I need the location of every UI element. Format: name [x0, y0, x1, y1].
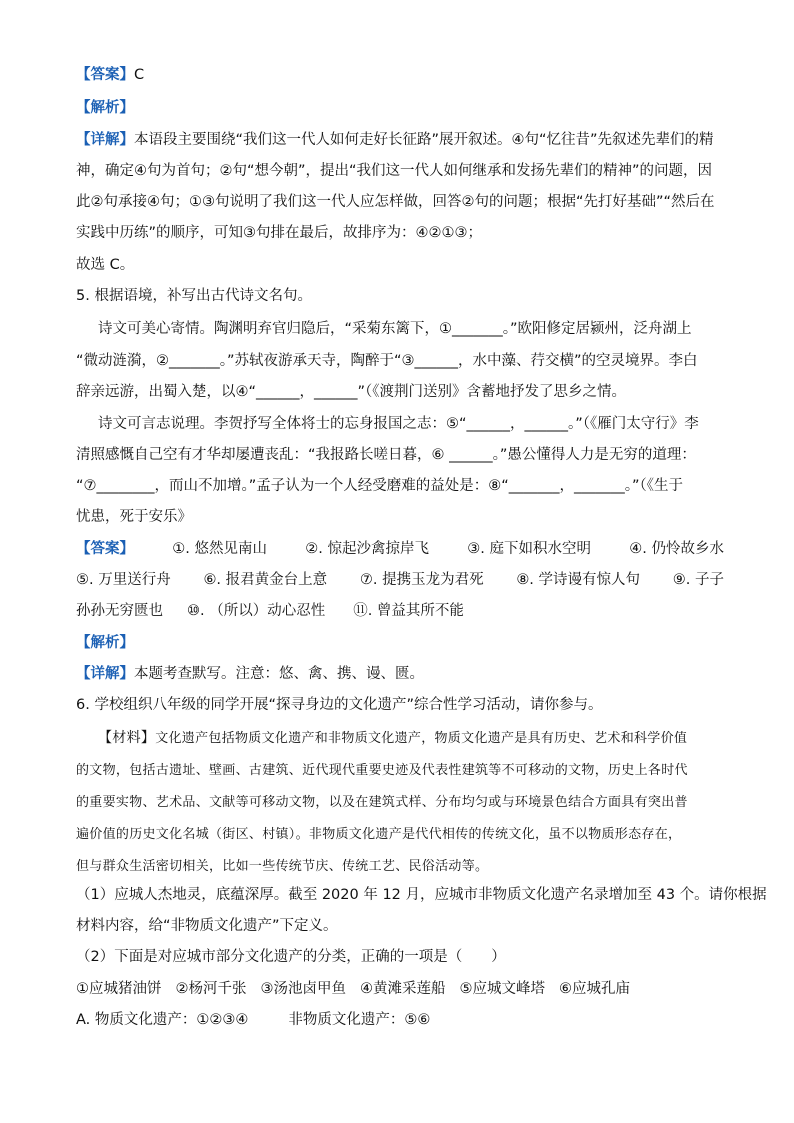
answer-item: ⑦. 提携玉龙为君死	[359, 572, 484, 588]
q5-analysis-label	[76, 632, 734, 654]
detail-label: 【详解】	[76, 666, 134, 682]
answer-item: ③. 庭下如积水空明	[467, 541, 591, 557]
q5-para2-line-2: 清照感慨自己空有才华却屡遭丧乱：“我报路长嗟日暮，⑥ ______。”愚公懂得人力是无穷的道理：	[76, 447, 696, 463]
q4-detail-line-2: 神，确定④句为首句；②句“想今朝”，提出“我们这一代人如何继承和发扬先辈们的精神”的问题，因	[76, 163, 713, 179]
list-item: ①应城猪油饼	[76, 981, 162, 997]
analysis-label: 【解析】	[76, 635, 134, 651]
detail-text: 本题考查默写。注意：悠、禽、携、谩、匮。	[134, 666, 424, 682]
answer-label: 【答案】	[76, 67, 134, 83]
q5-para2-line-1: 诗文可言志说理。李贺抒写全体将士的忘身报国之志：⑤“______，______。”（《雁门太守行》李	[98, 416, 699, 432]
answer-value: C	[134, 67, 145, 83]
answer-item: ⑨. 子子	[672, 572, 724, 588]
q5-detail-line	[76, 663, 734, 685]
q6-material-line-3: 的重要实物、艺术品、文献等可移动文物，以及在建筑式样、分布均匀或与环境景色结合方面具有突出普	[76, 795, 688, 810]
q5-para2-line-3: “⑦________，而山不加增。”孟子认为一个人经受磨难的益处是：⑧“_______，_______。”（《生于	[76, 478, 684, 494]
option-a-right: 非物质文化遗产：⑤⑥	[288, 1012, 431, 1028]
detail-text: 本语段主要围绕“我们这一代人如何走好长征路”展开叙述。④句“忆往昔”先叙述先辈们的精	[134, 132, 714, 148]
q6-sub1-line-1: （1）应城人杰地灵，底蕴深厚。截至 2020 年 12 月，应城市非物质文化遗产名录增加至 43 个。请你根据	[76, 887, 767, 903]
q4-conclusion: 故选 C。	[76, 257, 135, 273]
answer-item: ⑥. 报君黄金台上意	[203, 572, 328, 588]
q6-sub2-items	[76, 978, 734, 1000]
q6-material-line-2: 的文物，包括古遗址、壁画、古建筑、近代现代重要史迹及代表性建筑等不可移动的文物，历史上各时代	[76, 763, 688, 778]
q5-para1-line-2: “微动涟漪，②_______。”苏轼夜游承天寺，陶醉于“③______，水中藻、荇交横”的空灵境界。李白	[76, 353, 698, 369]
q5-para2-line-4: 忧患，死于安乐》	[76, 509, 192, 525]
q6-sub1-line-2: 材料内容，给“非物质文化遗产”下定义。	[76, 918, 338, 934]
detail-label: 【详解】	[76, 132, 134, 148]
list-item: ⑤应城文峰塔	[459, 981, 545, 997]
analysis-label: 【解析】	[76, 100, 134, 116]
material-text: 文化遗产包括物质文化遗产和非物质文化遗产，物质文化遗产是具有历史、艺术和科学价值	[155, 731, 688, 746]
answer-item: ④. 仍怜故乡水	[629, 541, 724, 557]
q5-title: 5. 根据语境，补写出古代诗文名句。	[76, 288, 312, 304]
answer-item: ⑧. 学诗谩有惊人句	[516, 572, 641, 588]
q5-answer-row-2	[76, 569, 724, 591]
list-item: ④黄滩采莲船	[360, 981, 446, 997]
q6-option-a	[76, 1009, 734, 1031]
q6-title: 6. 学校组织八年级的同学开展“探寻身边的文化遗产”综合性学习活动，请你参与。	[76, 697, 603, 713]
q4-answer-line	[76, 64, 734, 86]
q4-detail-line-1	[76, 129, 734, 151]
q5-para1-line-3: 辞亲远游，出蜀入楚，以④“______，______”（《渡荆门送别》含蓄地抒发了思乡之情。	[76, 384, 627, 400]
q4-detail-line-3: 此②句承接④句；①③句说明了我们这一代人应怎样做，回答②句的问题；根据“先打好基础”“然后在	[76, 194, 715, 210]
q5-answer-row-3	[76, 600, 734, 622]
answer-item: ⑤. 万里送行舟	[76, 572, 171, 588]
answer-item: ①. 悠然见南山	[172, 541, 267, 557]
answer-item: ②. 惊起沙禽掠岸飞	[305, 541, 429, 557]
material-label: 【材料】	[98, 730, 156, 746]
answer-item: 孙孙无穷匮也	[76, 603, 163, 619]
option-a-left: A. 物质文化遗产：①②③④	[76, 1012, 249, 1028]
list-item: ⑥应城孔庙	[559, 981, 630, 997]
list-item: ③汤池卤甲鱼	[260, 981, 346, 997]
q6-sub2-title: （2）下面是对应城市部分文化遗产的分类，正确的一项是（ ）	[76, 949, 506, 965]
q6-material-line-4: 遍价值的历史文化名城（街区、村镇）。非物质文化遗产是代代相传的传统文化，虽不以物质形态存在，	[76, 827, 682, 842]
q6-material-line-1	[98, 727, 734, 750]
q6-material-line-5: 但与群众生活密切相关，比如一些传统节庆、传统工艺、民俗活动等。	[76, 859, 489, 874]
q5-para1-line-1: 诗文可美心寄情。陶渊明弃官归隐后，“采菊东篱下，①_______。”欧阳修定居颍州，泛舟湖上	[98, 321, 692, 337]
answer-label: 【答案】	[76, 541, 134, 557]
q4-analysis-label	[76, 97, 734, 119]
q4-detail-line-4: 实践中历练”的顺序，可知③句排在最后，故排序为：④②①③；	[76, 225, 483, 241]
answer-item: ⑩. （所以）动心忍性	[187, 603, 326, 619]
q5-answer-row-1	[76, 538, 724, 560]
list-item: ②杨河千张	[175, 981, 247, 997]
answer-item: ⑪. 曾益其所不能	[353, 603, 464, 619]
